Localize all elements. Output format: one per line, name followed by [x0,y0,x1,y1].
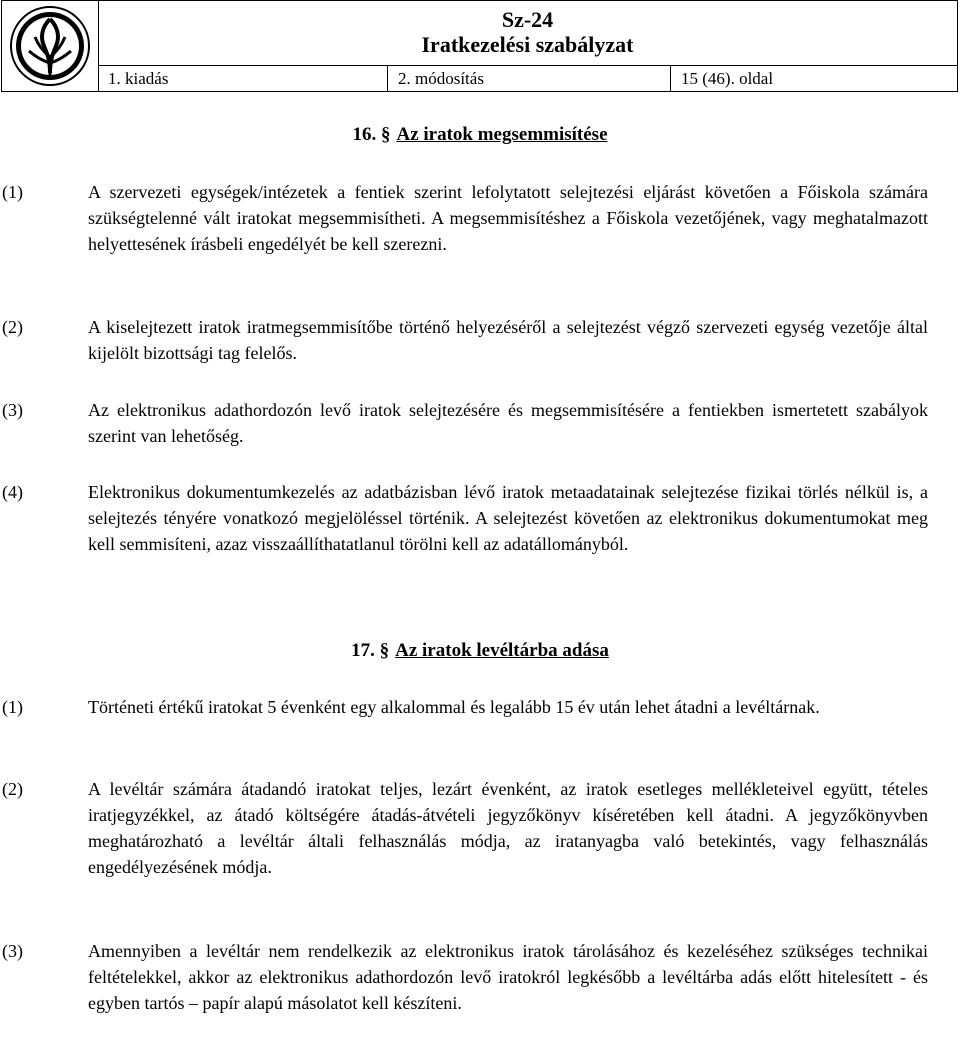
header-title-area [98,1,957,65]
paragraph-text: A levéltár számára átadandó iratokat teljes, lezárt évenként, az iratok esetleges mellékleteivel együtt, tételes iratjegyzékkel, az átadó költségére átadás-átvételi jegyzőkönyv kíséretében kell átadni. A jegyzőkönyvben meghatározható a levéltár általi felhasználás módja, az iratanyagba való betekintés, vagy felhasználás engedélyezésének módja. [88,779,928,877]
paragraph-text: Történeti értékű iratokat 5 évenként egy alkalommal és legalább 15 év után lehet átadni a levéltárnak. [88,697,820,717]
document-title: Iratkezelési szabályzat [421,32,634,57]
paragraph-number: (2) [2,779,23,799]
document-header [1,0,958,92]
paragraph-number: (2) [2,317,23,337]
logo-cell [2,1,99,91]
institution-logo-icon [9,5,91,87]
paragraph-text: Amennyiben a levéltár nem rendelkezik az elektronikus iratok tárolásához és kezeléséhez szükséges technikai feltételekkel, akkor az elektronikus adathordozón levő iratokról legkésőbb a levéltárba adás előtt hitelesített - és egyben tartós – papír alapú másolatot kell készíteni. [88,941,928,1013]
paragraph-text: A szervezeti egységek/intézetek a fentiek szerint lefolytatott selejtezési eljárást követően a Főiskola számára szükségtelenné vált iratokat megsemmisítheti. A megsemmisítéshez a Főiskola vezetőjének, vagy meghatalmazott helyettesének írásbeli engedélyét be kell szerezni. [88,182,928,254]
section-heading: Az iratok megsemmisítése [396,124,608,145]
section-16-title [0,123,960,147]
section-number: 17. § [351,640,390,661]
document-code: Sz-24 [501,7,554,32]
paragraph-number: (3) [2,400,23,420]
paragraph-text: Az elektronikus adathordozón levő iratok selejtezésére és megsemmisítésére a fentiekben ismertetett szabályok szerint van lehetőség. [88,400,928,446]
paragraph-number: (4) [2,482,23,502]
edition-label: 1. kiadás [98,66,388,92]
header-meta-row [98,65,957,92]
paragraph-number: (1) [2,697,23,717]
section-heading: Az iratok levéltárba adása [395,640,609,661]
paragraph-number: (1) [2,182,23,202]
page-number: 15 (46). oldal [681,69,774,88]
paragraph-text: A kiselejtezett iratok iratmegsemmisítőbe történő helyezéséről a selejtezést végző szervezeti egység vezetője által kijelölt bizottsági tag felelős. [88,317,928,363]
section-number: 16. § [352,124,391,145]
revision-label: 2. módosítás [388,66,671,92]
paragraph-text: Elektronikus dokumentumkezelés az adatbázisban lévő iratok metaadatainak selejtezése fizikai törlés nélkül is, a selejtezés tényére vonatkozó megjelöléssel történik. A selejtezést követően az elektronikus dokumentumokat meg kell semmisíteni, azaz visszaállíthatatlanul törölni kell az adatállományból. [88,482,928,554]
paragraph-number: (3) [2,941,23,961]
section-17-title [0,639,960,663]
